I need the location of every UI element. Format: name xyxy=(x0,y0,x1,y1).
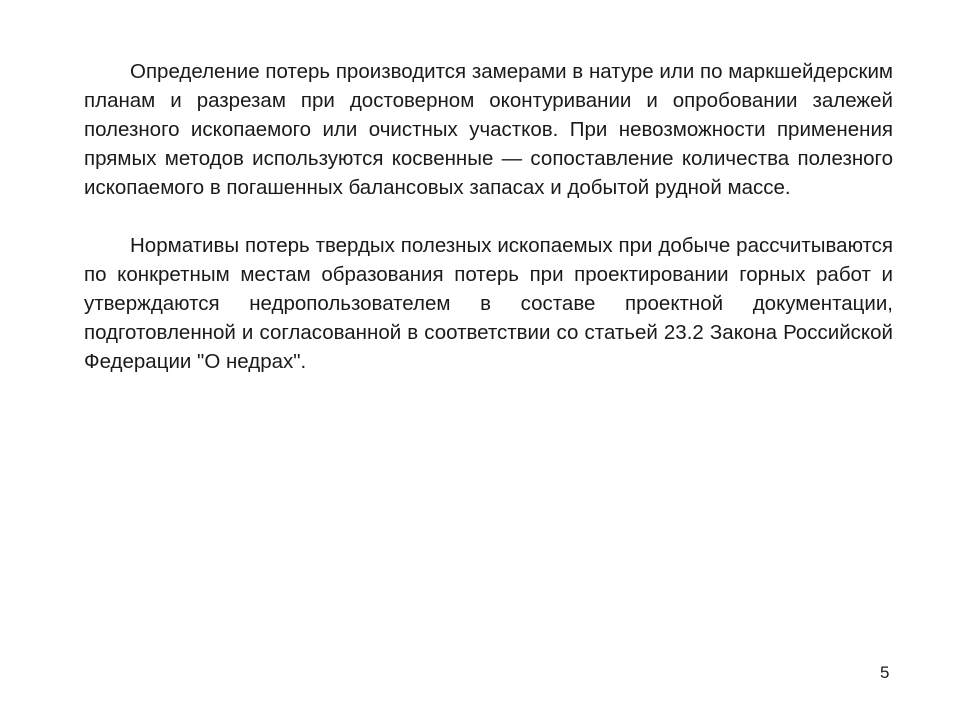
page-number: 5 xyxy=(880,663,890,682)
slide-body xyxy=(84,57,893,376)
paragraph-loss-determination: Определение потерь производится замерами в натуре или по маркшейдерским планам и разрезам при достоверном оконтуривании и опробовании залежей полезного ископаемого или очистных участков. При невозможности применения прямых методов используются косвенные — сопоставление количества полезного ископаемого в погашенных балансовых запасах и добытой рудной массе. xyxy=(84,60,893,199)
paragraph-loss-standards: Нормативы потерь твердых полезных ископаемых при добыче рассчитываются по конкретным местам образования потерь при проектировании горных работ и утверждаются недропользователем в составе проектной документации, подготовленной и согласованной в соответствии со статьей 23.2 Закона Российской Федерации "О недрах". xyxy=(84,234,893,373)
